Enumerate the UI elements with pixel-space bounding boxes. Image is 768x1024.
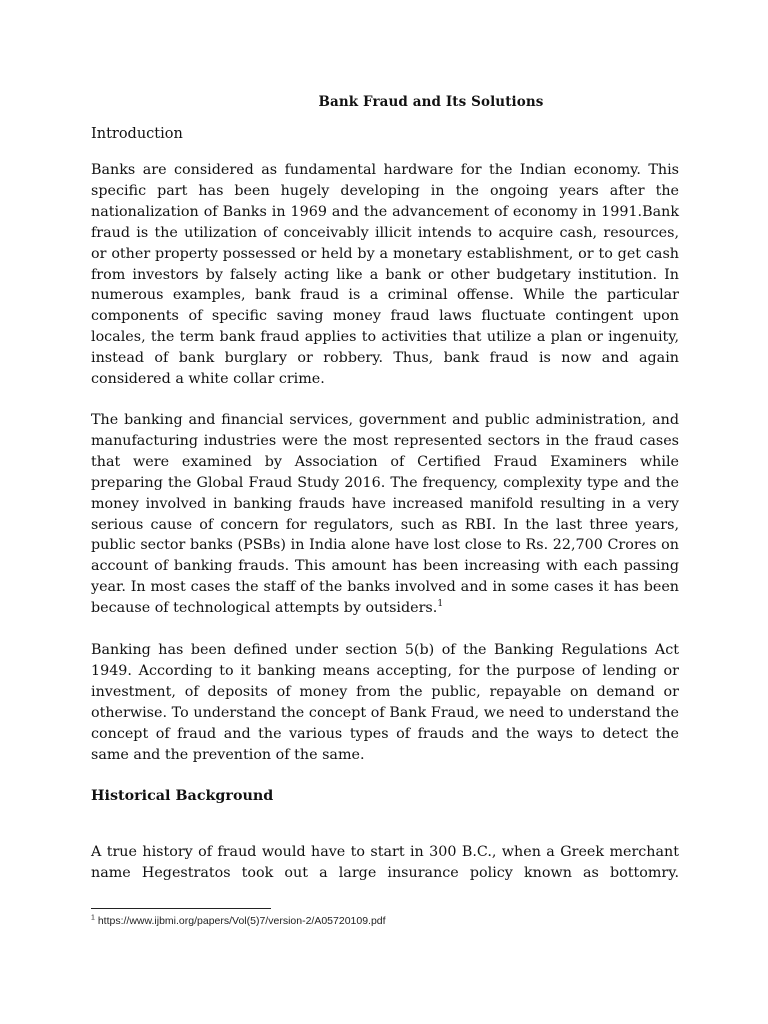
introduction-heading: Introduction <box>91 126 183 142</box>
paragraph-introduction: Banks are considered as fundamental hardware for the Indian economy. This specific part has been hugely developing in the ongoing years after the nationalization of Banks in 1969 and the advancement of economy in 1991.Bank fraud is the utilization of conceivably illicit intends to acquire cash, resources, or other property possessed or held by a monetary establishment, or to get cash from investors by falsely acting like a bank or other budgetary institution. In numerous examples, bank fraud is a criminal offense. While the particular components of specific saving money fraud laws fluctuate contingent upon locales, the term bank fraud applies to activities that utilize a plan or ingenuity, instead of bank burglary or robbery. Thus, bank fraud is now and again considered a white collar crime. <box>91 162 679 388</box>
paragraph-banking-definition: Banking has been defined under section 5(b) of the Banking Regulations Act 1949. According to it banking means accepting, for the purpose of lending or investment, of deposits of money from the public, repayable on demand or otherwise. To understand the concept of Bank Fraud, we need to understand the concept of fraud and the various types of frauds and the ways to detect the same and the prevention of the same. <box>91 642 679 763</box>
footnote-link[interactable]: https://www.ijbmi.org/papers/Vol(5)7/version-2/A05720109.pdf <box>94 915 386 927</box>
paragraph-fraud-statistics-text: The banking and financial services, government and public administration, and manufacturing industries were the most represented sectors in the fraud cases that were examined by Association of Certified Fraud Examiners while preparing the Global Fraud Study 2016. The frequency, complexity type and the money involved in banking frauds have increased manifold resulting in a very serious cause of concern for regulators, such as RBI. In the last three years, public sector banks (PSBs) in India alone have lost close to Rs. 22,700 Crores on account of banking frauds. This amount has been increasing with each passing year. In most cases the staff of the banks involved and in some cases it has been because of technological attempts by outsiders. <box>91 412 679 617</box>
footnote <box>91 915 386 927</box>
historical-background-heading: Historical Background <box>91 788 274 804</box>
document-page <box>91 0 679 1024</box>
footnote-reference[interactable]: 1 <box>437 599 444 610</box>
paragraph-history: A true history of fraud would have to start in 300 B.C., when a Greek merchant name Hegestratos took out a large insurance policy known as bottomry. <box>91 844 679 881</box>
paragraph-fraud-statistics <box>91 410 679 619</box>
footnote-mark: 1 <box>91 914 95 922</box>
document-title: Bank Fraud and Its Solutions <box>318 94 544 110</box>
footnote-divider <box>91 908 271 909</box>
